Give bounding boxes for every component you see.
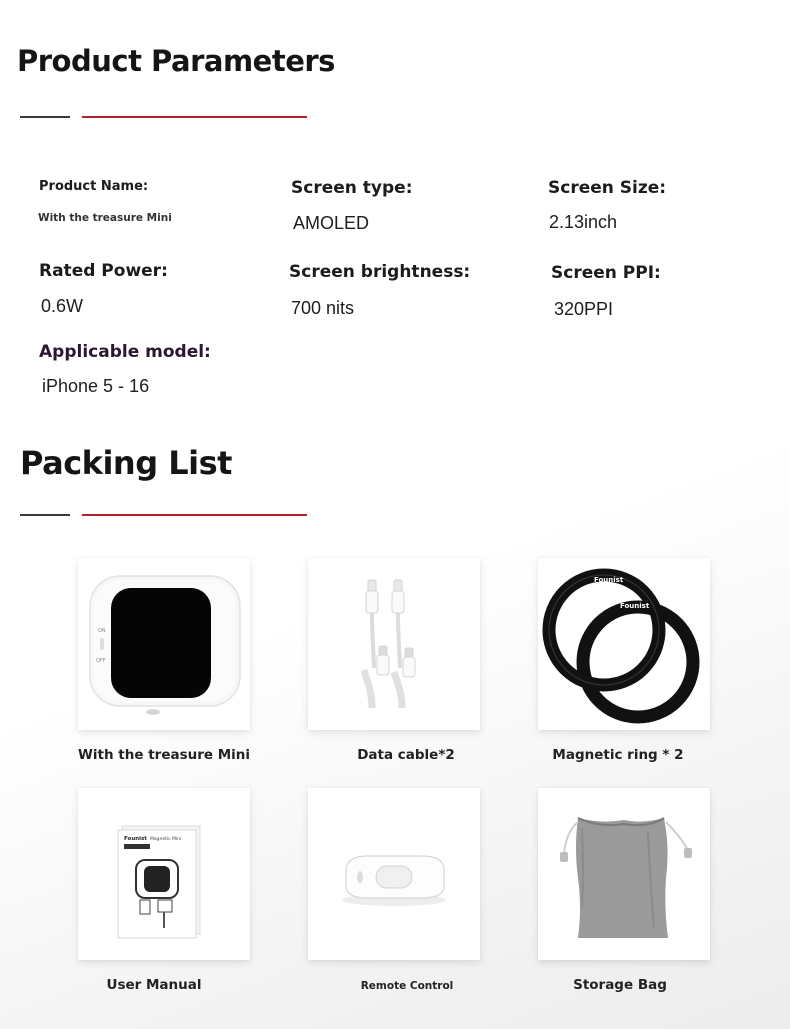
cable-icon [308, 558, 480, 730]
manual-subtitle-text: Magnetic Mini [150, 837, 182, 842]
remote-icon [308, 788, 480, 960]
packing-item-remote-control [308, 788, 480, 960]
manual-icon [78, 788, 250, 960]
title-divider-red [82, 514, 307, 516]
magnetic-ring-icon [538, 558, 710, 730]
parameter-value: AMOLED [293, 213, 370, 233]
parameter-label: Screen PPI: [551, 263, 661, 283]
packing-item-caption: Remote Control [360, 980, 454, 992]
parameter-value: 320PPI [554, 299, 614, 319]
parameter-label: Screen brightness: [289, 262, 471, 282]
packing-item-device [78, 558, 250, 730]
manual-brand-text: Founist [124, 836, 147, 842]
bag-icon [538, 788, 710, 960]
section-title-packing-list: Packing List [20, 444, 232, 482]
device-switch-off-label: OFF [96, 658, 106, 664]
parameter-label: Screen Size: [548, 178, 667, 198]
parameter-value: With the treasure Mini [38, 212, 172, 224]
packing-item-caption: With the treasure Mini [78, 747, 251, 763]
packing-item-storage-bag [538, 788, 710, 960]
device-switch-on-label: ON [98, 628, 106, 634]
parameter-label: Rated Power: [39, 261, 168, 281]
parameter-value: 0.6W [41, 296, 84, 316]
parameter-value: 700 nits [291, 298, 355, 318]
section-title-product-parameters: Product Parameters [17, 44, 335, 78]
packing-item-user-manual [78, 788, 250, 960]
ring-brand-text: Founist [620, 602, 650, 610]
parameter-value: iPhone 5 - 16 [42, 376, 150, 396]
parameter-label: Screen type: [291, 178, 413, 198]
packing-item-caption: Storage Bag [573, 977, 667, 993]
packing-item-magnetic-ring [538, 558, 710, 730]
title-divider-red [82, 116, 307, 118]
packing-item-caption: Data cable*2 [357, 747, 455, 763]
parameter-label: Product Name: [39, 179, 149, 194]
ring-brand-text: Founist [594, 576, 624, 584]
parameter-label: Applicable model: [39, 342, 211, 362]
title-divider-dark [20, 514, 70, 516]
packing-item-data-cable [308, 558, 480, 730]
packing-item-caption: Magnetic ring * 2 [552, 747, 684, 763]
device-icon [78, 558, 250, 730]
title-divider-dark [20, 116, 70, 118]
parameter-value: 2.13inch [549, 212, 618, 232]
packing-item-caption: User Manual [106, 977, 202, 993]
